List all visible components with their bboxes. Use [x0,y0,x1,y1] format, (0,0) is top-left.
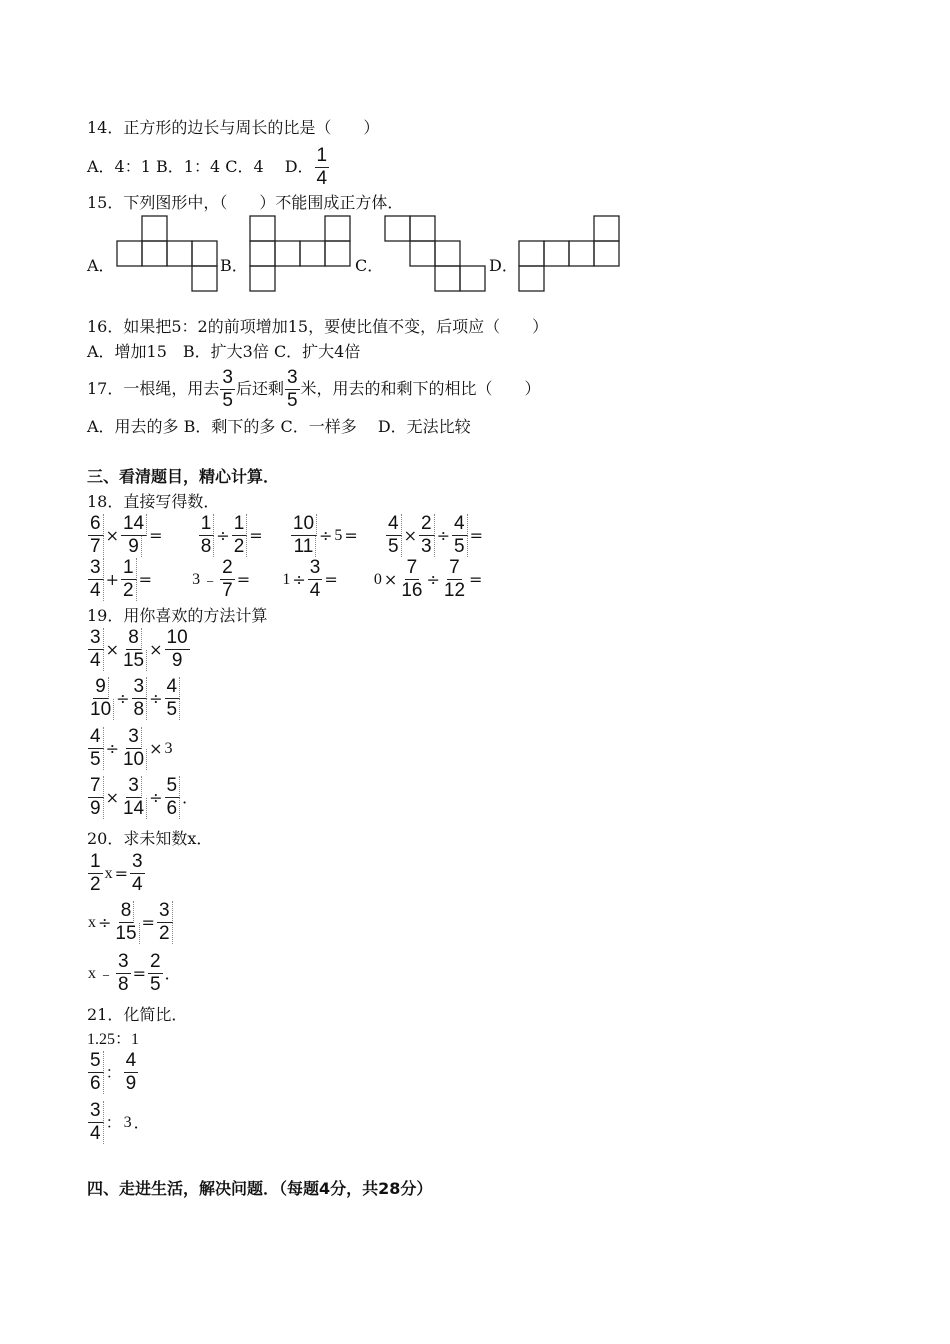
question-19: 19．用你喜欢的方法计算 [87,606,268,625]
q18-row-1: $\frac{6}{7}$ × $\frac{14}{9}$ = $\frac{1}{8}$ ÷ $\frac{1}{2}$ = $\frac{10}{11}$ ÷ 5 = $\frac{4}{5}$ × $\frac{2}{3}$ ÷ $\frac{4}{5}$ = [90,513,483,557]
q20-eq-2: x ÷ $\frac{8}{15}$ = $\frac{3}{2}$ [87,901,174,944]
option-a-label: A． [87,256,115,275]
cube-net-c [383,215,488,295]
q19-expr-4: $\frac{7}{9}$ × $\frac{3}{14}$ ÷ $\frac{5}{6}$ ． [90,775,199,819]
section-4-heading: 四、走进生活，解决问题．（每题4分，共28分） [87,1179,433,1198]
question-14-options: A．4：1 B．1：4 C．4 D． $\frac{1}{4}$ [87,145,328,189]
q19-expr-1: $\frac{3}{4}$ × $\frac{8}{15}$ × $\frac{10}{9}$ [90,627,188,671]
q18-row-2: $\frac{3}{4}$ + $\frac{1}{2}$ = 3 ﹣ $\frac{2}{7}$ = 1 ÷ $\frac{3}{4}$ = 0 × $\frac{7}{16}$ ÷ $\frac{7}{12}$ = [90,557,483,601]
cube-net-a [115,215,220,295]
cube-net-d [517,215,622,295]
option-c-label: C． [355,256,384,275]
question-21: 21．化简比． [87,1005,188,1024]
question-18: 18．直接写得数． [87,492,220,511]
question-20: 20．求未知数x． [87,829,213,848]
question-14: 14．正方形的边长与周长的比是（ ） [87,118,380,137]
q21-ratio-1: 1.25：1 [87,1031,140,1048]
question-17: 17．一根绳，用去 $\frac{3}{5}$ 后还剩 $\frac{3}{5}$ 米，用去的和剩下的相比（ ） [87,367,541,411]
q21-ratio-3: $\frac{3}{4}$ ： 3 ． [90,1100,150,1144]
question-16-options: A．增加15 B．扩大3倍 C．扩大4倍 [87,342,361,361]
q19-expr-3: $\frac{4}{5}$ ÷ $\frac{3}{10}$ × 3 [90,726,173,770]
q21-ratio-2: $\frac{5}{6}$ ： $\frac{4}{9}$ [90,1050,137,1094]
option-b-label: B． [220,256,248,275]
q20-eq-3: x ﹣ $\frac{3}{8}$ = $\frac{2}{5}$ ． [88,951,181,995]
question-16: 16．如果把5：2的前项增加15，要使比值不变，后项应（ ） [87,317,549,336]
question-15: 15．下列图形中，（ ）不能围成正方体． [87,193,404,212]
question-17-options: A．用去的多 B．剩下的多 C．一样多 D．无法比较 [87,417,471,436]
q20-eq-1: $\frac{1}{2}$ x = $\frac{3}{4}$ [90,851,143,895]
fraction: $\frac{1}{4}$ [316,145,328,189]
option-d-label: D． [489,256,518,275]
section-3-heading: 三、看清题目，精心计算． [87,467,280,486]
q19-expr-2: $\frac{9}{10}$ ÷ $\frac{3}{8}$ ÷ $\frac{4}{5}$ [87,677,181,720]
cube-net-b [248,215,353,295]
